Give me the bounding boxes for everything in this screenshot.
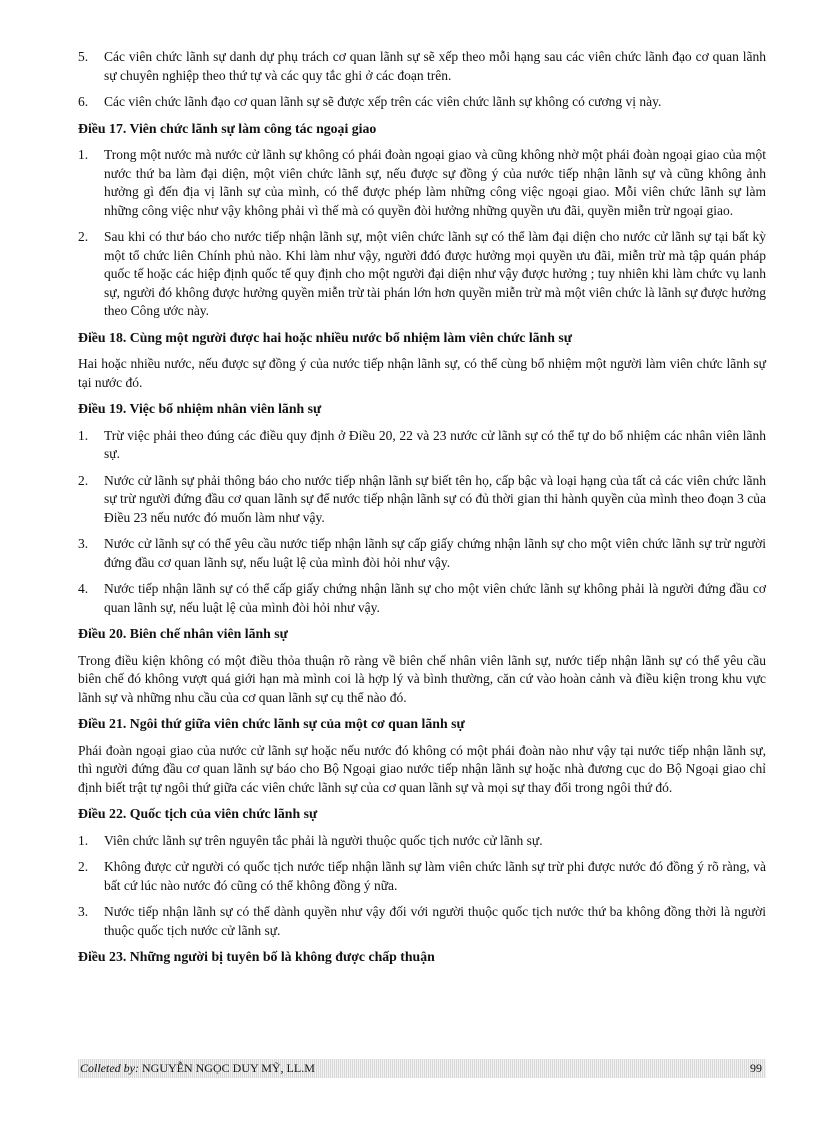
document-page	[78, 48, 766, 975]
footer-collected	[78, 1061, 315, 1076]
item-text: Sau khi có thư báo cho nước tiếp nhận lãnh sự, một viên chức lãnh sự có thể làm đại diện cho nước cử lãnh sự tại bất kỳ một tổ chức liên Chính phủ nào. Khi làm như vậy, người đđó được hưởng mọi quyền ưu đãi, miễn trừ mà tập quán pháp quốc tế hoặc các hiệp định quốc tế quy định cho một người đại diện như vậy được hưởng ; tuy nhiên khi làm chức vụ lanh sự, người đó không được hưởng quyền miễn trừ tài phán lớn hơn quyền miễn trừ mà một viên chức là lãnh sự được hưởng theo Công ước này.	[104, 229, 766, 318]
item-text: Viên chức lãnh sự trên nguyên tắc phải là người thuộc quốc tịch nước cử lãnh sự.	[104, 832, 543, 848]
item-number: 3.	[78, 904, 89, 919]
article-18-paragraph: Hai hoặc nhiều nước, nếu được sự đồng ý của nước tiếp nhận lãnh sự, có thể cùng bổ nhiệm một người làm viên chức lãnh sự tại nước đó.	[78, 356, 766, 390]
item-text: Trong một nước mà nước cử lãnh sự không có phái đoàn ngoại giao và cũng không nhờ một phái đoàn ngoại giao của một nước thứ ba làm đại diện, một viên chức lãnh sự, nếu được sự đồng ý của nước tiếp nhận lãnh sự và cũng không ảnh hưởng gì đến địa vị lãnh sự của mình, có thể được phép làm những công việc ngoại giao. Mỗi viên chức lãnh sự làm những công việc như vậy không phải vì thế mà có quyền đòi hưởng những quyền ưu đãi, quyền miễn trừ ngoại giao.	[104, 147, 766, 218]
item-number: 3.	[78, 536, 89, 551]
list-item	[78, 228, 766, 321]
article-17-list	[78, 146, 766, 321]
page-footer	[78, 1059, 766, 1078]
list-item	[78, 472, 766, 528]
article-20-paragraph: Trong điều kiện không có một điều thỏa thuận rõ ràng về biên chế nhân viên lãnh sự, nước tiếp nhận lãnh sự có thể yêu cầu biên chế đó không vượt quá giới hạn mà mình coi là hợp lý và bình thường, căn cứ vào hoàn cảnh và điều kiện trong khu vực lãnh sự và những nhu cầu của cơ quan lãnh sự cụ thể nào đó.	[78, 652, 766, 705]
item-text: Các viên chức lãnh đạo cơ quan lãnh sự sẽ được xếp trên các viên chức lãnh sự không có cương vị này.	[104, 94, 662, 109]
article-17-heading: Điều 17. Viên chức lãnh sự làm công tác ngoại giao	[78, 120, 377, 136]
item-number: 5.	[78, 49, 89, 64]
item-text: Nước tiếp nhận lãnh sự có thể dành quyền như vậy đối với người thuộc quốc tịch nước thứ ba không đồng thời là người thuộc quốc tịch nước cử lãnh sự.	[104, 904, 766, 938]
article-20-heading: Điều 20. Biên chế nhân viên lãnh sự	[78, 626, 288, 641]
article-22-heading: Điều 22. Quốc tịch của viên chức lãnh sự	[78, 806, 318, 821]
list-item	[78, 48, 766, 85]
article-19-list	[78, 427, 766, 618]
item-text: Không được cử người có quốc tịch nước tiếp nhận lãnh sự làm viên chức lãnh sự trừ phi được nước đó đồng ý rõ ràng, và bất cứ lúc nào nước đó cũng có thể không đồng ý nữa.	[104, 859, 766, 893]
item-text: Nước cử lãnh sự có thể yêu cầu nước tiếp nhận lãnh sự cấp giấy chứng nhận lãnh sự cho một viên chức lãnh sự trừ người đứng đầu cơ quan lãnh sự, nếu luật lệ của mình đòi hỏi như vậy.	[104, 536, 766, 570]
list-item	[78, 146, 766, 220]
collected-label: Colleted by:	[80, 1061, 139, 1075]
item-text: Trừ việc phải theo đúng các điều quy định ở Điều 20, 22 và 23 nước cử lãnh sự có thể tự do bổ nhiệm các nhân viên lãnh sự.	[104, 427, 766, 461]
item-number: 2.	[78, 472, 89, 488]
article-18-heading: Điều 18. Cùng một người được hai hoặc nhiều nước bổ nhiệm làm viên chức lãnh sự	[78, 329, 572, 345]
list-item	[78, 427, 766, 464]
article-21-heading: Điều 21. Ngôi thứ giữa viên chức lãnh sự của một cơ quan lãnh sự	[78, 716, 465, 731]
list-item	[78, 832, 766, 851]
item-number: 1.	[78, 427, 89, 443]
item-number: 4.	[78, 581, 89, 596]
item-text: Các viên chức lãnh sự danh dự phụ trách cơ quan lãnh sự sẽ xếp theo mỗi hạng sau các viên chức lãnh đạo cơ quan lãnh sự chuyên nghiệp theo thứ tự và các quy tắc ghi ở các đoạn trên.	[104, 49, 766, 83]
collector-name: NGUYỄN NGỌC DUY MỸ, LL.M	[138, 1061, 315, 1075]
article-19-heading: Điều 19. Việc bổ nhiệm nhân viên lãnh sự	[78, 401, 322, 416]
item-text: Nước tiếp nhận lãnh sự có thể cấp giấy chứng nhận lãnh sự cho một viên chức lãnh sự không phải là người đứng đầu cơ quan lãnh sự, nếu luật lệ của mình đòi hỏi như vậy.	[104, 581, 766, 615]
list-item	[78, 858, 766, 895]
list-item	[78, 535, 766, 572]
article-23-heading: Điều 23. Những người bị tuyên bố là không được chấp thuận	[78, 949, 435, 964]
item-number: 6.	[78, 94, 89, 109]
item-number: 1.	[78, 147, 89, 162]
article-21-paragraph: Phái đoàn ngoại giao của nước cử lãnh sự hoặc nếu nước đó không có một phái đoàn nào như vậy tại nước tiếp nhận lãnh sự, thì người đứng đầu cơ quan lãnh sự báo cho Bộ Ngoại giao nước tiếp nhận lãnh sự hoặc nhà đương cục do Bộ Ngoại giao chỉ định biết trật tự ngôi thứ giữa các viên chức lãnh sự của cơ quan lãnh sự và mọi sự thay đổi trong ngôi thứ đó.	[78, 742, 766, 795]
item-number: 1.	[78, 832, 89, 848]
item-number: 2.	[78, 229, 89, 244]
list-item	[78, 93, 766, 112]
page-number: 99	[750, 1061, 762, 1075]
item-text: Nước cử lãnh sự phải thông báo cho nước tiếp nhận lãnh sự biết tên họ, cấp bậc và loại hạng của tất cả các viên chức lãnh sự trừ người đứng đầu cơ quan lãnh sự để nước tiếp nhận lãnh sự có đủ thời gian thi hành quyền của mình theo đoạn 3 của Điều 23 nếu nước đó muốn làm như vậy.	[104, 472, 766, 525]
article-22-list	[78, 832, 766, 941]
item-number: 2.	[78, 859, 89, 874]
top-items-list	[78, 48, 766, 112]
list-item	[78, 903, 766, 940]
list-item	[78, 580, 766, 617]
